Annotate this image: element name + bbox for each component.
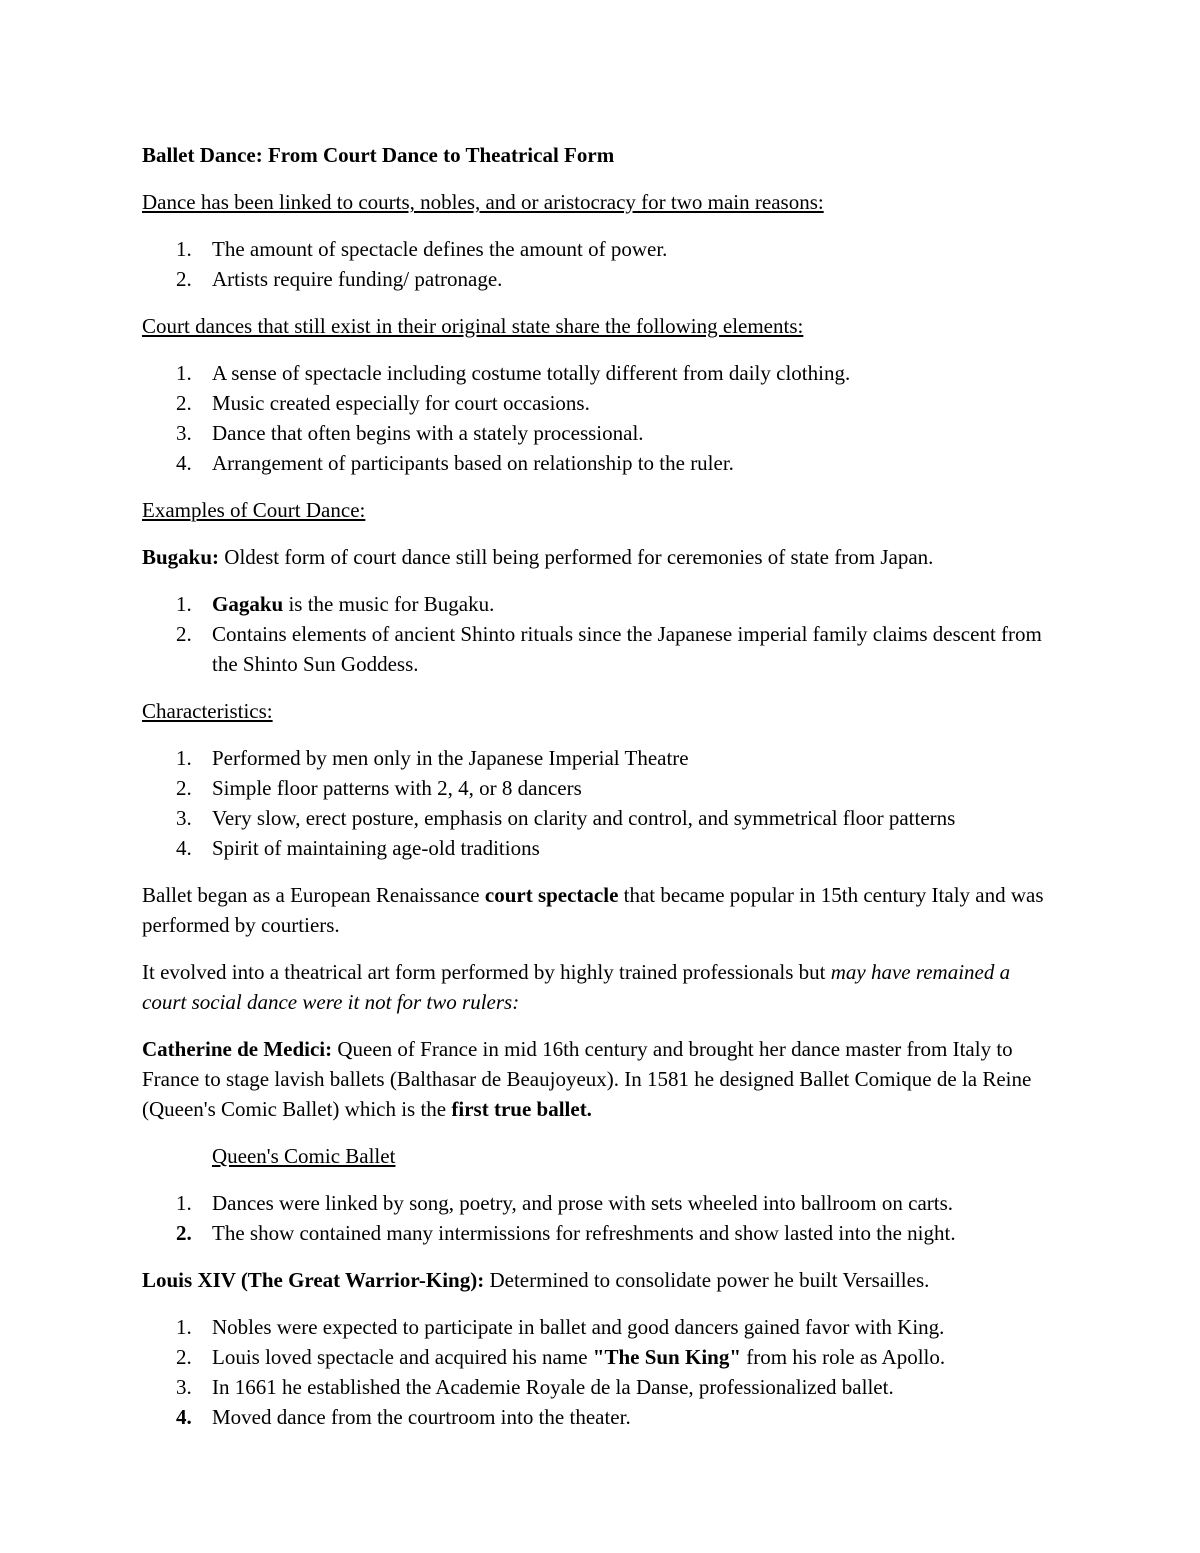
catherine-bold: first true ballet. bbox=[451, 1097, 592, 1121]
heading-characteristics: Characteristics: bbox=[142, 699, 273, 723]
gagaku-lead: Gagaku bbox=[212, 592, 284, 616]
heading-elements: Court dances that still exist in their original state share the following elements: bbox=[142, 314, 804, 338]
list-item-text: The amount of spectacle defines the amount of power. bbox=[212, 237, 668, 261]
paragraph-bugaku bbox=[142, 542, 1058, 572]
catherine-lead: Catherine de Medici: bbox=[142, 1037, 333, 1061]
ballet-began-pre: Ballet began as a European Renaissance bbox=[142, 883, 485, 907]
list-number: 2. bbox=[176, 1221, 192, 1245]
list-reasons bbox=[142, 234, 1058, 294]
list-number: 4. bbox=[176, 1405, 192, 1429]
paragraph-louis bbox=[142, 1265, 1058, 1295]
list-item bbox=[176, 803, 1058, 833]
sun-king-post: from his role as Apollo. bbox=[741, 1345, 946, 1369]
sun-king-pre: Louis loved spectacle and acquired his name bbox=[212, 1345, 593, 1369]
list-number: 3. bbox=[176, 421, 192, 445]
ballet-began-bold: court spectacle bbox=[484, 883, 619, 907]
list-number: 3. bbox=[176, 806, 192, 830]
evolved-pre: It evolved into a theatrical art form performed by highly trained professionals but bbox=[142, 960, 831, 984]
list-number: 1. bbox=[176, 237, 192, 261]
list-item bbox=[176, 264, 1058, 294]
list-elements bbox=[142, 358, 1058, 478]
list-number: 1. bbox=[176, 746, 192, 770]
paragraph-evolved bbox=[142, 957, 1058, 1017]
list-item-text: In 1661 he established the Academie Royale de la Danse, professionalized ballet. bbox=[212, 1375, 894, 1399]
list-queens-comic bbox=[142, 1188, 1058, 1248]
heading-queens-comic-ballet: Queen's Comic Ballet bbox=[212, 1144, 396, 1168]
list-number: 2. bbox=[176, 1345, 192, 1369]
doc-title: Ballet Dance: From Court Dance to Theatrical Form bbox=[142, 143, 615, 167]
sun-king-bold: "The Sun King" bbox=[592, 1345, 741, 1369]
list-louis bbox=[142, 1312, 1058, 1432]
list-item bbox=[176, 448, 1058, 478]
list-item-text: Nobles were expected to participate in ballet and good dancers gained favor with King. bbox=[212, 1315, 945, 1339]
list-number: 2. bbox=[176, 776, 192, 800]
list-item bbox=[176, 1218, 1058, 1248]
bugaku-lead: Bugaku: bbox=[142, 545, 220, 569]
heading-examples: Examples of Court Dance: bbox=[142, 498, 366, 522]
list-item-text: Dance that often begins with a stately processional. bbox=[212, 421, 644, 445]
list-item-text: Music created especially for court occasions. bbox=[212, 391, 590, 415]
bugaku-rest: Oldest form of court dance still being performed for ceremonies of state from Japan. bbox=[219, 545, 934, 569]
list-item-text: Arrangement of participants based on relationship to the ruler. bbox=[212, 451, 734, 475]
list-item bbox=[176, 1312, 1058, 1342]
paragraph-catherine bbox=[142, 1034, 1058, 1124]
list-item bbox=[176, 743, 1058, 773]
heading-reasons: Dance has been linked to courts, nobles, and or aristocracy for two main reasons: bbox=[142, 190, 824, 214]
list-characteristics bbox=[142, 743, 1058, 863]
list-item-text: Dances were linked by song, poetry, and prose with sets wheeled into ballroom on carts. bbox=[212, 1191, 954, 1215]
list-item-text: Artists require funding/ patronage. bbox=[212, 267, 503, 291]
list-number: 1. bbox=[176, 361, 192, 385]
list-item bbox=[176, 773, 1058, 803]
list-item-text: Contains elements of ancient Shinto rituals since the Japanese imperial family claims descent from the Shinto Sun Goddess. bbox=[212, 622, 1042, 676]
list-item bbox=[176, 1188, 1058, 1218]
list-item-text: The show contained many intermissions for refreshments and show lasted into the night. bbox=[212, 1221, 956, 1245]
list-item bbox=[176, 619, 1058, 679]
list-item bbox=[176, 1372, 1058, 1402]
list-number: 1. bbox=[176, 1191, 192, 1215]
evolved-italic: may have remained a court social dance were it not for two rulers: bbox=[142, 960, 1011, 1014]
list-number: 2. bbox=[176, 391, 192, 415]
list-number: 1. bbox=[176, 1315, 192, 1339]
catherine-mid: Queen of France in mid 16th century and brought her dance master from Italy to France to stage lavish ballets (Balthasar de Beaujoyeux). In 1581 he designed Ballet Comique de la Reine (Queen's Comic Ballet) which is the bbox=[142, 1037, 1032, 1121]
list-number: 2. bbox=[176, 267, 192, 291]
list-item-text bbox=[212, 1342, 1058, 1372]
list-item-text: Spirit of maintaining age-old traditions bbox=[212, 836, 540, 860]
list-bugaku bbox=[142, 589, 1058, 679]
list-item-text: Simple floor patterns with 2, 4, or 8 dancers bbox=[212, 776, 582, 800]
gagaku-rest: is the music for Bugaku. bbox=[283, 592, 495, 616]
list-item bbox=[176, 1402, 1058, 1432]
list-item-text: A sense of spectacle including costume totally different from daily clothing. bbox=[212, 361, 851, 385]
list-item bbox=[176, 1342, 1058, 1372]
ballet-began-post: that became popular in 15th century Italy and was performed by courtiers. bbox=[142, 883, 1044, 937]
list-item bbox=[176, 358, 1058, 388]
list-number: 1. bbox=[176, 592, 192, 616]
list-item-text: Very slow, erect posture, emphasis on clarity and control, and symmetrical floor patterns bbox=[212, 806, 956, 830]
list-number: 3. bbox=[176, 1375, 192, 1399]
list-item-text bbox=[212, 589, 1058, 619]
list-item bbox=[176, 388, 1058, 418]
louis-rest: Determined to consolidate power he built Versailles. bbox=[484, 1268, 930, 1292]
list-item bbox=[176, 418, 1058, 448]
list-item bbox=[176, 833, 1058, 863]
list-item-text: Performed by men only in the Japanese Imperial Theatre bbox=[212, 746, 689, 770]
list-number: 2. bbox=[176, 622, 192, 646]
list-item bbox=[176, 589, 1058, 619]
louis-lead: Louis XIV (The Great Warrior-King): bbox=[142, 1268, 485, 1292]
list-number: 4. bbox=[176, 451, 192, 475]
list-item bbox=[176, 234, 1058, 264]
paragraph-ballet-began bbox=[142, 880, 1058, 940]
list-item-text: Moved dance from the courtroom into the theater. bbox=[212, 1405, 631, 1429]
list-number: 4. bbox=[176, 836, 192, 860]
